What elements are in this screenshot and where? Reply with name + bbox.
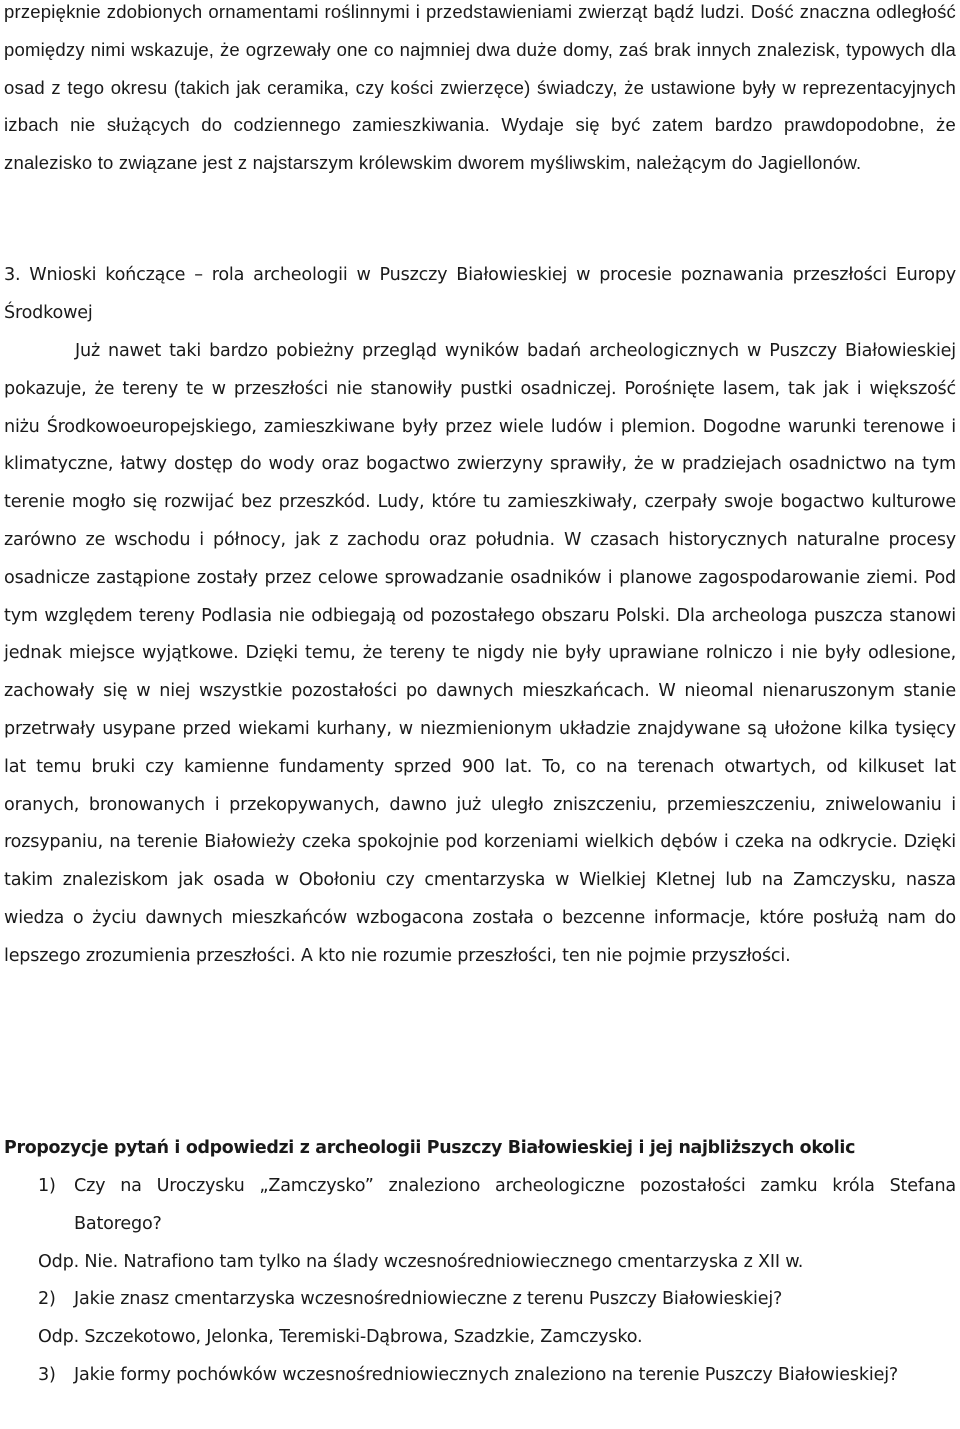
- question-number: 2): [38, 1289, 56, 1310]
- qa-list: [0, 1168, 960, 1395]
- question-number: 1): [38, 1176, 56, 1196]
- question-item-2: [0, 1281, 960, 1319]
- answer-1: Odp. Nie. Natrafiono tam tylko na ślady wczesnośredniowiecznego cmentarzyska z XII w.: [38, 1251, 804, 1272]
- section-heading: 3. Wnioski kończące – rola archeologii w Puszczy Białowieskiej w procesie poznawania przeszłości Europy Środkowej: [4, 265, 956, 323]
- question-item-1: [0, 1168, 960, 1244]
- qa-section-title: Propozycje pytań i odpowiedzi z archeologii Puszczy Białowieskiej i jej najbliższych okolic: [4, 1138, 856, 1158]
- answer-2: Odp. Szczekotowo, Jelonka, Teremiski-Dąbrowa, Szadzkie, Zamczysko.: [38, 1327, 643, 1348]
- question-text: Jakie znasz cmentarzyska wczesnośredniowieczne z terenu Puszczy Białowieskiej?: [74, 1289, 783, 1310]
- question-text: Czy na Uroczysku „Zamczysko” znaleziono archeologiczne pozostałości zamku króla Stefana Batorego?: [74, 1176, 956, 1234]
- intro-paragraph: przepięknie zdobionych ornamentami roślinnymi i przedstawieniami zwierząt bądź ludzi. Dość znaczna odległość pomiędzy nimi wskazuje, że ogrzewały one co najmniej dwa duże domy, zaś brak innych znalezisk, typowych dla osad z tego okresu (takich jak ceramika, czy kości zwierzęce) świadczy, że ustawione były w reprezentacyjnych izbach nie służących do codziennego zamieszkiwania. Wydaje się być zatem bardzo prawdopodobne, że znalezisko to związane jest z najstarszym królewskim dworem myśliwskim, należącym do Jagiellonów.: [4, 1, 956, 174]
- conclusions-paragraph: Już nawet taki bardzo pobieżny przegląd wyników badań archeologicznych w Puszczy Białowieskiej pokazuje, że tereny te w przeszłości nie stanowiły pustki osadniczej. Porośnięte lasem, tak jak i większość niżu Środkowoeuropejskiego, zamieszkiwane były przez wiele ludów i plemion. Dogodne warunki terenowe i klimatyczne, łatwy dostęp do wody oraz bogactwo zwierzyny sprawiły, że w pradziejach osadnictwo na tym terenie mogło się rozwijać bez przeszkód. Ludy, które tu zamieszkiwały, czerpały swoje bogactwo kulturowe zarówno ze wschodu i północy, jak z zachodu oraz południa. W czasach historycznych naturalne procesy osadnicze zastąpione zostały przez celowe sprowadzanie osadników i planowe zagospodarowanie ziemi. Pod tym względem tereny Podlasia nie odbiegają od pozostałego obszaru Polski. Dla archeologa puszcza stanowi jednak miejsce wyjątkowe. Dzięki temu, że tereny te nigdy nie były uprawiane rolniczo i nie były odlesione, zachowały się w niej wszystkie pozostałości po dawnych mieszkańcach. W nieomal nienaruszonym stanie przetrwały usypane przed wiekami kurhany, w niezmienionym układzie znajdywane są ułożone kilka tysięcy lat temu bruki czy kamienne fundamenty sprzed 900 lat. To, co na terenach otwartych, od kilkuset lat oranych, bronowanych i przekopywanych, dawno już uległo zniszczeniu, przemieszczeniu, zniwelowaniu i rozsypaniu, na terenie Białowieży czeka spokojnie pod korzeniami wielkich dębów i czeka na odkrycie. Dzięki takim znaleziskom jak osada w Obołoniu czy cmentarzyska w Wielkiej Kletnej lub na Zamczysku, nasza wiedza o życiu dawnych mieszkańców wzbogacona została o bezcenne informacje, które posłużą nam do lepszego zrozumienia przeszłości. A kto nie rozumie przeszłości, ten nie pojmie przyszłości.: [4, 341, 956, 966]
- question-number: 3): [38, 1364, 56, 1385]
- question-item-3: [0, 1357, 960, 1395]
- question-text: Jakie formy pochówków wczesnośredniowiecznych znaleziono na terenie Puszczy Białowieskiej?: [74, 1364, 899, 1385]
